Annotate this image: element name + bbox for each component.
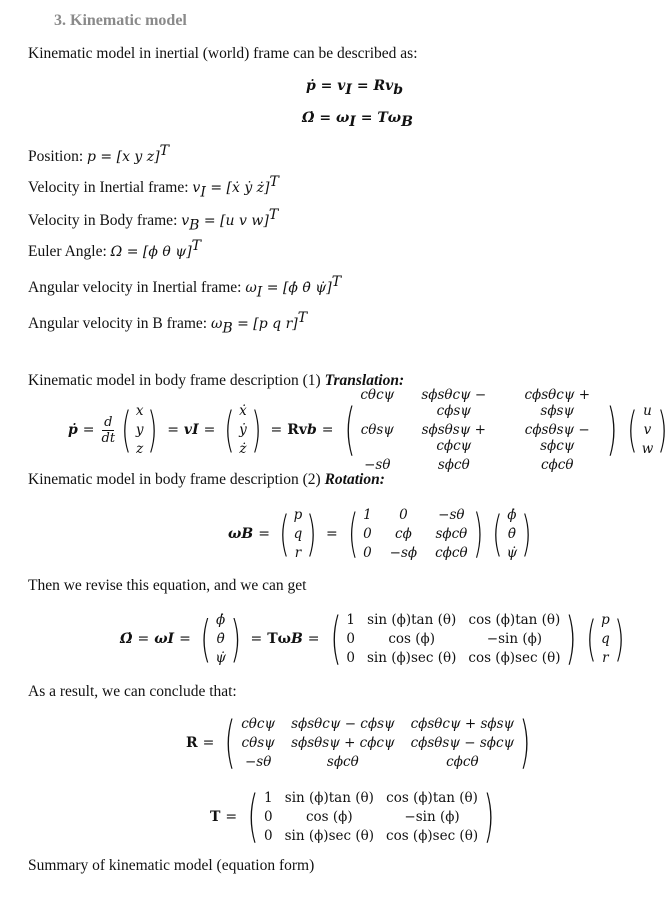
definition-euler-angle: Euler Angle: Ω = [ϕ θ ψ]$^T$ — [28, 238, 202, 261]
section-heading: 3. Kinematic model — [54, 12, 187, 29]
definition-position: Position: p = [x y z]$^T$ — [28, 143, 169, 166]
R-matrix: cθcψ sϕsθcψ − cϕsψ cϕsθcψ + sϕsψ cθsψ sϕsθsψ + cϕcψ cϕsθsψ − sϕcψ −sθ sϕcθ cϕcθ — [241, 716, 515, 770]
velocity-vector: ẋ ẏ ż — [239, 403, 247, 457]
definition-body-angular-velocity: Angular velocity in B frame: $\omega_B = [p$ q r]$^T$ — [28, 310, 308, 337]
summary-text: Summary of kinematic model (equation form) — [28, 857, 315, 874]
derivative-fraction: $\frac{d}{dt}$ — [101, 414, 116, 446]
position-vector: x y z — [135, 403, 144, 457]
revise-text: Then we revise this equation, and we can get — [28, 577, 307, 594]
translation-equation: ṗ = $\frac{d}{dt}$ ( x y z ) = v I = ( ẋ ẏ ż ) = Rv b = ( cθcψ sϕsθcψ − cϕsψ cϕsθcψ + sϕsψ cθsψ sϕsθsψ + cϕcψ cϕsθsψ − sϕcψ −sθ sϕcθ cϕcθ ) ( u v w ) — [68, 387, 668, 473]
euler-rate-vector-2: ϕ̇ θ̇ ψ̇ — [215, 612, 226, 666]
definition-body-velocity: Velocity in Body frame: $v_B = [u$ v w]$^T$ — [28, 207, 279, 234]
rotation-matrix: cθcψ sϕsθcψ − cϕsψ cϕsθcψ + sϕsψ cθsψ sϕsθsψ + cϕcψ cϕsθsψ − sϕcψ −sθ sϕcθ cϕcθ — [360, 387, 591, 473]
result-text: As a result, we can conclude that: — [28, 683, 237, 700]
R-definition: R = ( cθcψ sϕsθcψ − cϕsψ cϕsθcψ + sϕsψ cθsψ sϕsθsψ + cϕcψ cϕsθsψ − sϕcψ −sθ sϕcθ cϕcθ ) — [186, 710, 531, 775]
rotation-equation: ω B = ( p q r ) = ( 1 0 −sθ 0 cϕ sϕcθ 0 −sϕ cϕcθ ) ( ϕ̇ θ̇ ψ̇ ) — [228, 504, 532, 564]
definition-inertial-angular-velocity: Angular velocity in Inertial frame: $\omega_I$ = [ϕ̇ θ̇ ψ̇]$^T$ — [28, 274, 342, 301]
body-velocity-vector: u v w — [641, 403, 654, 457]
T-definition: T = ( 1 sin (ϕ)tan (θ) cos (ϕ)tan (θ) 0 cos (ϕ) −sin (ϕ) 0 sin (ϕ)sec (θ) cos (ϕ)sec (θ) ) — [210, 784, 495, 849]
equation-euler-rate: Ω̇ = $\omega_I = T\omega_B$ — [302, 110, 413, 131]
body-rate-vector-2: p q r — [601, 612, 610, 666]
revised-equation: Ω̇ = ω I = ( ϕ̇ θ̇ ψ̇ ) = Tω B = ( 1 sin (ϕ)tan (θ) cos (ϕ)tan (θ) 0 cos (ϕ) −sin (ϕ) 0 sin (ϕ)sec (θ) cos (ϕ)sec (θ) ) ( p q r ) — [120, 606, 625, 671]
euler-rate-vector: ϕ̇ θ̇ ψ̇ — [506, 507, 518, 561]
translation-heading: Kinematic model in body frame description (1) Translation: — [28, 372, 405, 389]
rotation-rate-matrix: 1 0 −sθ 0 cϕ sϕcθ 0 −sϕ cϕcθ — [363, 507, 468, 561]
body-rate-vector: p q r — [293, 507, 303, 561]
equation-position-rate: ṗ = $v_I = Rv_b$ — [306, 78, 404, 99]
transformation-matrix: 1 sin (ϕ)tan (θ) cos (ϕ)tan (θ) 0 cos (ϕ) −sin (ϕ) 0 sin (ϕ)sec (θ) cos (ϕ)sec (θ) — [346, 612, 561, 666]
rotation-heading: Kinematic model in body frame description (2) Rotation: — [28, 471, 385, 488]
T-matrix: 1 sin (ϕ)tan (θ) cos (ϕ)tan (θ) 0 cos (ϕ) −sin (ϕ) 0 sin (ϕ)sec (θ) cos (ϕ)sec (θ) — [264, 790, 479, 844]
definition-inertial-velocity: Velocity in Inertial frame: $v_I$ = [ẋ ẏ ż]$^T$ — [28, 174, 279, 201]
intro-text: Kinematic model in inertial (world) frame can be described as: — [28, 45, 418, 62]
